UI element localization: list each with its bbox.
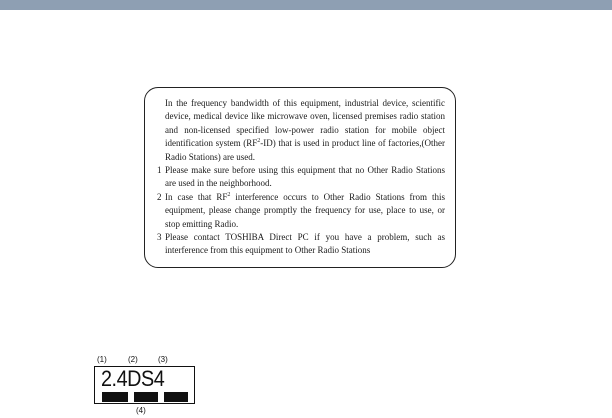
notice-item-2-text-a: In case that RF <box>165 191 228 202</box>
notice-item-text: Please contact TOSHIBA Direct PC if you have a problem, such as interference from this equipment to Other Radio Stations <box>165 232 445 256</box>
notice-item-number: 3 <box>157 232 162 243</box>
notice-item-text: Please make sure before using this equipment that no Other Radio Stations are used in the neighborhood. <box>165 165 445 189</box>
frequency-band-bar-3 <box>164 392 188 402</box>
top-header-bar <box>0 0 612 10</box>
notice-intro-superscript: 2 <box>257 138 261 145</box>
callout-2: (2) <box>128 355 138 364</box>
notice-item-2 <box>157 191 445 231</box>
notice-intro-text-b: -ID) that is used in product line of factories,(Other Radio Stations) are used. <box>165 138 445 162</box>
radio-frequency-label-figure <box>94 355 204 417</box>
callout-4: (4) <box>136 406 146 415</box>
notice-item-3 <box>157 231 445 258</box>
frequency-label-code: 2.4DS4 <box>101 366 165 391</box>
radio-interference-notice <box>144 87 456 268</box>
notice-intro <box>157 97 445 164</box>
notice-item-1 <box>157 164 445 191</box>
notice-item-number: 2 <box>157 191 162 202</box>
frequency-band-bar-1 <box>102 392 128 402</box>
frequency-band-bar-2 <box>134 392 158 402</box>
notice-item-number: 1 <box>157 165 162 176</box>
notice-intro-text-a: In the frequency bandwidth of this equipment, industrial device, scientific device, medical device like microwave oven, licensed premises radio station and non-licensed specified low-power radio station for mobile object identification system (RF <box>165 98 445 149</box>
callout-1: (1) <box>97 355 107 364</box>
notice-item-2-superscript: 2 <box>227 191 231 198</box>
notice-item-2-text-b: interference occurs to Other Radio Stations from this equipment, please change promptly the frequency for use, place to use, or stop emitting Radio. <box>165 191 445 229</box>
callout-3: (3) <box>158 355 168 364</box>
frequency-label <box>94 366 195 404</box>
notice-item-text <box>165 191 445 231</box>
notice-list <box>157 164 445 258</box>
